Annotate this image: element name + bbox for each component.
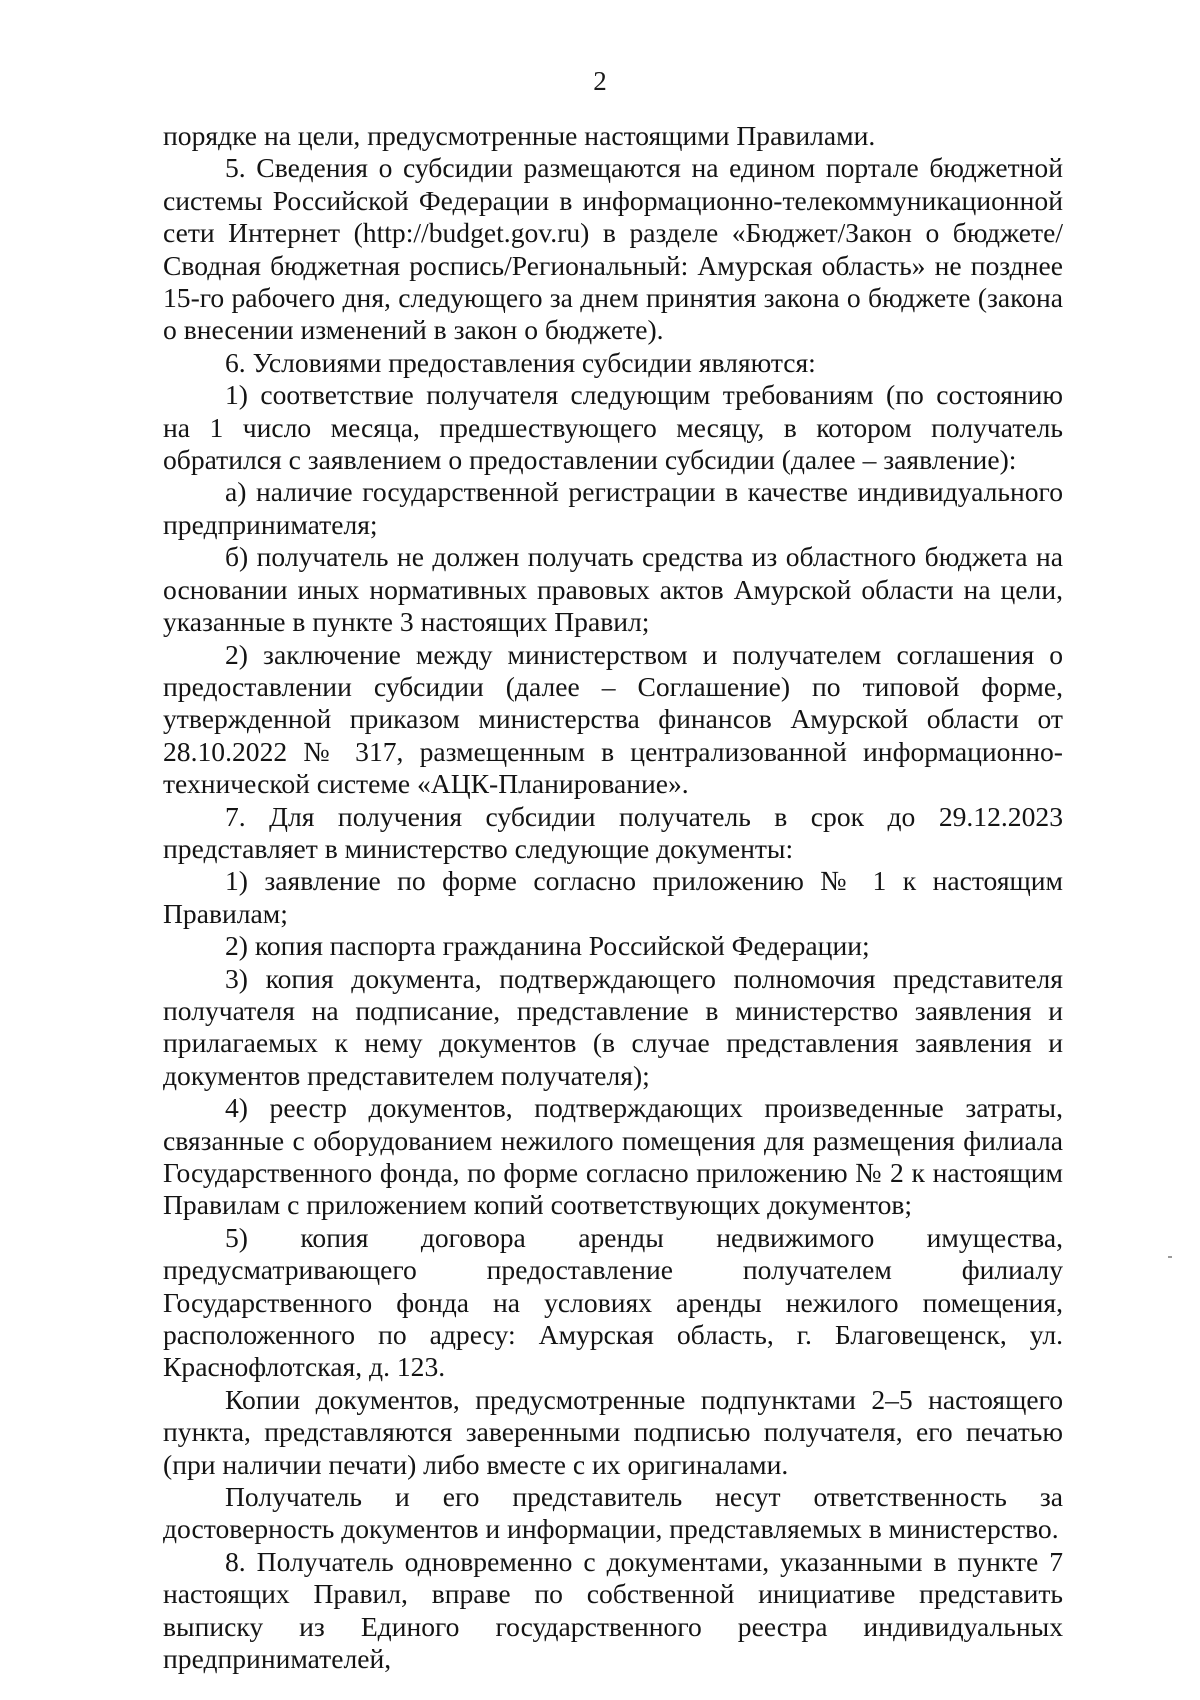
paragraph: 4) реестр документов, подтверждающих произведенные затраты, связанные с оборудованием нежилого помещения для размещения филиала Государственного фонда, по форме согласно приложению № 2 к настоящим Правилам с приложением копий соответствующих документов; [163, 1092, 1063, 1221]
paragraph: 6. Условиями предоставления субсидии являются: [225, 346, 816, 378]
paragraph: 2) заключение между министерством и получателем соглашения о предоставлении субсидии (далее – Соглашение) по типовой форме, утвержденной приказом министерства финансов Амурской области от 28.10.2022 № 317, размещенным в централизованной информационно-технической системе «АЦК-Планирование». [163, 638, 1063, 800]
paragraph: Копии документов, предусмотренные подпунктами 2–5 настоящего пункта, представляются заверенными подписью получателя, его печатью (при наличии печати) либо вместе с их оригиналами. [163, 1383, 1063, 1480]
paragraph: 1) соответствие получателя следующим требованиям (по состоянию на 1 число месяца, предшествующего месяцу, в котором получатель обратился с заявлением о предоставлении субсидии (далее – заявление): [163, 379, 1063, 476]
scan-speck [1168, 1256, 1172, 1258]
paragraph: а) наличие государственной регистрации в качестве индивидуального предпринимателя; [163, 476, 1063, 540]
paragraph: Получатель и его представитель несут ответственность за достоверность документов и информации, представляемых в министерство. [163, 1481, 1063, 1545]
paragraph: 1) заявление по форме согласно приложению № 1 к настоящим Правилам; [163, 865, 1063, 929]
paragraph: 5. Сведения о субсидии размещаются на едином портале бюджетной системы Российской Федерации в информационно-телекоммуникационной сети Интернет (http://budget.gov.ru) в разделе «Бюджет/Закон о бюджете/Сводная бюджетная роспись/Региональный: Амурская область» не позднее 15-го рабочего дня, следующего за днем принятия закона о бюджете (закона о внесении изменений в закон о бюджете). [163, 152, 1063, 346]
paragraph: 3) копия документа, подтверждающего полномочия представителя получателя на подписание, представление в министерство заявления и прилагаемых к нему документов (в случае представления заявления и документов представителем получателя); [163, 962, 1063, 1091]
paragraph: б) получатель не должен получать средства из областного бюджета на основании иных нормативных правовых актов Амурской области на цели, указанные в пункте 3 настоящих Правил; [163, 541, 1063, 638]
paragraph: порядке на цели, предусмотренные настоящими Правилами. [163, 120, 876, 151]
page-number: 2 [593, 66, 607, 96]
paragraph: 8. Получатель одновременно с документами, указанными в пункте 7 настоящих Правил, вправе по собственной инициативе представить выписку из Единого государственного реестра индивидуальных предпринимателей, [163, 1545, 1063, 1675]
document-body [163, 120, 1063, 1676]
paragraph: 7. Для получения субсидии получатель в срок до 29.12.2023 представляет в министерство следующие документы: [163, 800, 1063, 864]
paragraph: 5) копия договора аренды недвижимого имущества, предусматривающего предоставление получателем филиалу Государственного фонда на условиях аренды нежилого помещения, расположенного по адресу: Амурская область, г. Благовещенск, ул. Краснофлотская, д. 123. [163, 1221, 1063, 1383]
paragraph: 2) копия паспорта гражданина Российской Федерации; [225, 930, 870, 962]
